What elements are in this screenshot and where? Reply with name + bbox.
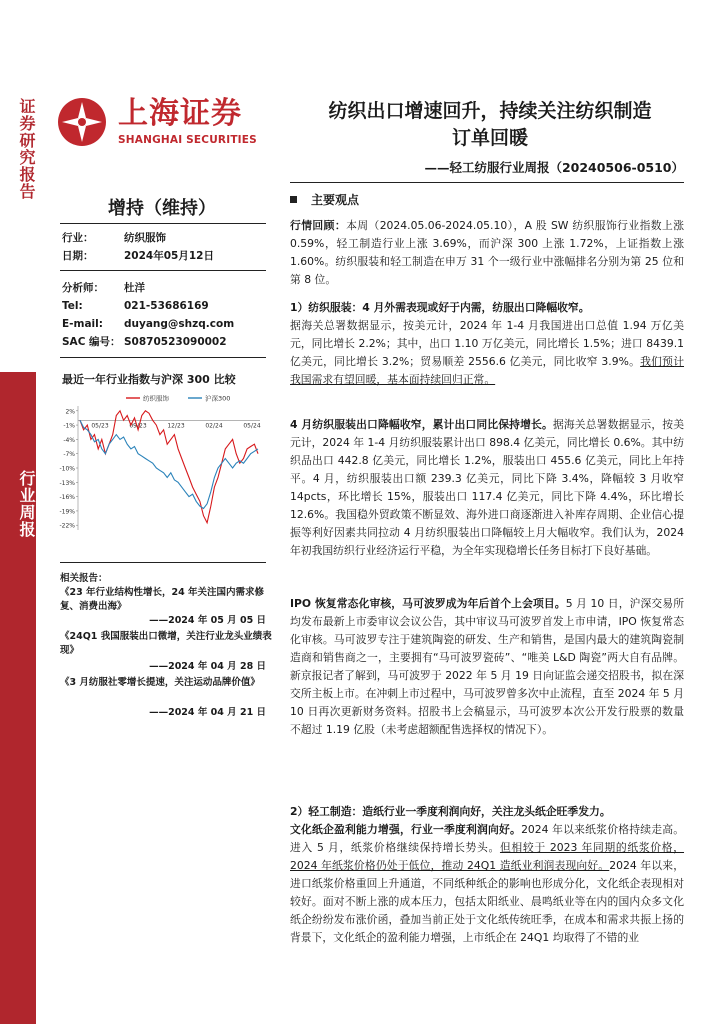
rating: 增持（维持）	[108, 198, 216, 219]
square-bullet-icon	[290, 196, 297, 203]
info-divider	[60, 270, 266, 271]
paragraph-label: IPO 恢复常态化审核，马可波罗成为年后首个上会项目。	[290, 597, 566, 610]
y-tick-label: -13%	[59, 479, 75, 487]
x-tick-label: 12/23	[167, 422, 185, 430]
paragraph-heading: 2）轻工制造：造纸行业一季度利润向好，关注龙头纸企旺季发力。	[290, 805, 611, 818]
chart-bottom-divider	[60, 562, 266, 563]
info-key-email: E-mail:	[62, 318, 103, 330]
header-divider	[290, 182, 684, 183]
x-tick-label: 05/23	[91, 422, 109, 430]
chart-title: 最近一年行业指数与沪深 300 比较	[62, 373, 236, 386]
y-tick-label: -19%	[59, 508, 75, 516]
legend-label: 沪深300	[205, 394, 231, 403]
paragraph-light-industry	[290, 803, 684, 947]
paragraph-text: 据海关总署数据显示，按美元计，2024 年 1-4 月纺织服装累计出口 898.4 亿美元，同比增长 0.6%。其中纺织品出口 442.8 亿美元，同比增长 1.2%，服装出口 455.6 亿美元，同比上年持平。4 月，纺织服装出口额 239.3 亿美元，同比下降 3.4%，降幅较 3 月收窄 14pcts，环比增长 15%，服装出口 117.4 亿美元，同比下降 4.4%，环比增长 12.6%。我国稳外贸政策不断显效、海外进口商逐渐进入补库存周期、企业信心提振等利好因素共同拉动 4 月纺织服装出口降幅较上月大幅收窄。我们认为，2024 年初我国纺织行业经济运行平稳，为全年实现稳增长任务目标打下良好基础。	[290, 418, 685, 557]
info-key-analyst: 分析师：	[62, 282, 104, 294]
paragraph-text: 据海关总署数据显示，按美元计，2024 年 1-4 月我国进出口总值 1.94 万亿美元，同比增长 2.2%；其中，出口 1.10 万亿美元，同比增长 1.5%；进口 8439.1 亿美元，同比增长 3.2%；贸易顺差 2556.6 亿美元，同比收窄 3.9%。	[290, 319, 684, 368]
x-tick-label: 05/24	[243, 422, 261, 430]
paragraph-market-review	[290, 217, 684, 289]
related-report-date: ——2024 年 05 月 05 日	[149, 615, 266, 626]
legend-label: 纺织服饰	[143, 394, 169, 403]
report-title-line1: 纺织出口增速回升，持续关注纺织制造	[328, 100, 652, 122]
info-key-tel: Tel:	[62, 300, 83, 312]
y-tick-label: -1%	[63, 422, 75, 430]
x-tick-label: 02/24	[205, 422, 223, 430]
info-key-sac: SAC 编号：	[62, 336, 121, 348]
section-heading	[290, 192, 359, 208]
info-key-date: 日期：	[62, 250, 94, 262]
y-tick-label: 2%	[65, 408, 75, 416]
paragraph-ipo	[290, 595, 684, 739]
side-label-weekly: 行业周报	[17, 470, 36, 538]
related-report-title[interactable]: 《23 年行业结构性增长，24 年关注国内需求修复、消费出海》	[60, 587, 265, 612]
paragraph-label: 4 月纺织服装出口降幅收窄，累计出口同比保持增长。	[290, 418, 553, 431]
y-tick-label: -10%	[59, 465, 75, 473]
paragraph-heading: 1）纺织服装：4 月外需表现或好于内需，纺服出口降幅收窄。	[290, 301, 590, 314]
report-title-line2: 订单回暖	[451, 127, 528, 149]
y-tick-label: -16%	[59, 494, 75, 502]
paragraph-label: 行情回顾：	[290, 219, 347, 232]
paragraph-text: 本周（2024.05.06-2024.05.10），A 股 SW 纺织服饰行业指数上涨 0.59%，轻工制造行业上涨 3.69%，而沪深 300 上涨 1.72%，上证指数上涨 1.60%。纺织服装和轻工制造在申万 31 个一级行业中涨幅排名分别为第 25 位和第 8 位。	[290, 219, 685, 286]
side-label-research: 证券研究报告	[17, 98, 36, 200]
logo-text-cn: 上海证券	[118, 96, 242, 131]
rating-divider	[60, 223, 266, 224]
index-comparison-chart	[56, 390, 266, 540]
x-tick-label: 09/23	[129, 422, 147, 430]
paragraph-text: 2024 年以来纸浆价格持续走高。进入 5 月，纸浆价格继续保持增长势头。	[290, 823, 684, 854]
info-value-industry: 纺织服饰	[124, 232, 166, 244]
chart-top-divider	[60, 357, 266, 358]
related-report-date: ——2024 年 04 月 28 日	[149, 661, 266, 672]
info-value-email[interactable]: duyang@shzq.com	[124, 318, 235, 330]
paragraph-underlined: 但相较于 2023 年同期的纸浆价格，2024 年纸浆价格仍处于低位，推动 24Q1 造纸业利润表现向好。	[290, 841, 685, 872]
paragraph-underlined: 我们预计我国需求有望回暖，基本面持续回归正常。	[290, 355, 685, 386]
related-report-date: ——2024 年 04 月 21 日	[149, 707, 266, 718]
related-report-title[interactable]: 《24Q1 我国服装出口微增，关注行业龙头业绩表现》	[60, 631, 272, 656]
y-tick-label: -7%	[63, 451, 75, 459]
series-line-hs300	[80, 420, 261, 508]
related-report-title[interactable]: 《3 月纺服社零增长提速，关注运动品牌价值》	[60, 677, 260, 688]
related-reports-heading: 相关报告：	[60, 573, 108, 584]
info-value-analyst: 杜洋	[124, 282, 145, 294]
logo-text-en: SHANGHAI SECURITIES	[118, 134, 257, 146]
paragraph-text: 5 月 10 日，沪深交易所均发布最新上市委审议会议公告，其中审议马可波罗首发上市申请，IPO 恢复常态化审核。马可波罗专注于建筑陶瓷的研发、生产和销售，是国内最大的建筑陶瓷制造商和销售商之一，主要拥有“马可波罗瓷砖”、“唯美 L&D 陶瓷”两大自有品牌。新京报记者了解到，马可波罗于 2022 年 5 月 19 日向证监会递交招股书，拟在深交所主板上市。在冲刺上市过程中，马可波罗曾多次中止流程，直至 2024 年 5 月 10 日再次更新财务资料。招股书上会稿显示，马可波罗本次公开发行股票的数量不超过 1.19 亿股（未考虑超额配售选择权的情况下）。	[290, 597, 684, 736]
info-value-sac: S0870523090002	[124, 336, 227, 348]
shanghai-securities-logo-icon	[56, 96, 108, 148]
paragraph-textile	[290, 299, 684, 389]
report-subtitle: ——轻工纺服行业周报（20240506-0510）	[424, 160, 684, 175]
paragraph-export	[290, 416, 684, 560]
info-value-tel: 021-53686169	[124, 300, 209, 312]
info-value-date: 2024年05月12日	[124, 250, 214, 262]
paragraph-label: 文化纸企盈利能力增强，行业一季度利润向好。	[290, 823, 522, 836]
section-heading-text: 主要观点	[311, 193, 360, 207]
y-tick-label: -4%	[63, 436, 75, 444]
paragraph-text: 2024 年以来，进口纸浆价格重回上升通道，不同纸种纸企的影响也形成分化，文化纸企表现相对较好。面对不断上涨的成本压力，包括太阳纸业、晨鸣纸业等在内的国内众多文化纸企纷纷发布涨价函，叠加当前正处于文化纸传统旺季，在成本和需求共振上扬的背景下，文化纸企的盈利能力增强，上市纸企在 24Q1 均取得了不错的业	[290, 859, 684, 944]
y-tick-label: -22%	[59, 522, 75, 530]
info-key-industry: 行业：	[62, 232, 94, 244]
